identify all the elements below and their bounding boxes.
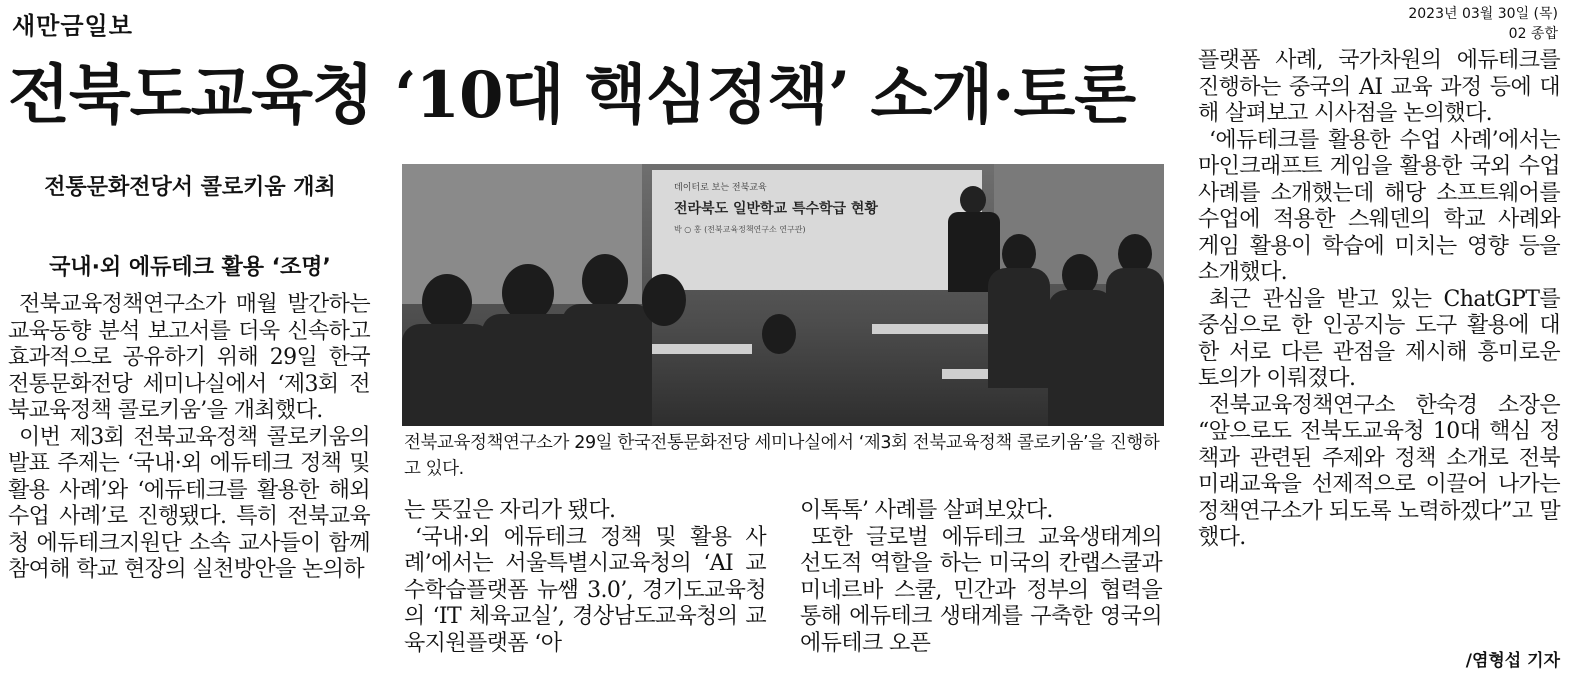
page-section: 02 종합 bbox=[1508, 26, 1558, 42]
screen-title: 전라북도 일반학교 특수학급 현황 bbox=[674, 201, 878, 217]
paragraph: 이번 제3회 전북교육정책 콜로키움의 발표 주제는 ‘국내·외 에듀테크 정책 및 활용 사례’와 ‘에듀테크를 활용한 해외 수업 사례’로 진행됐다. 특히 전북교육청 에듀테크지원단 소속 교사들이 함께 참여해 학교 현장의 실천방안을 논의하 bbox=[8, 424, 370, 582]
headline: 전북도교육청 ‘10대 핵심정책’ 소개·토론 bbox=[8, 58, 1136, 133]
photo-caption: 전북교육정책연구소가 29일 한국전통문화전당 세미나실에서 ‘제3회 전북교육정책 콜로키움’을 진행하고 있다. bbox=[404, 433, 1160, 479]
paragraph: 또한 글로벌 에듀테크 교육생태계의 선도적 역할을 하는 미국의 칸랩스쿨과 미네르바 스쿨, 민간과 정부의 협력을 통해 에듀테크 생태계를 구축한 영국의 에듀테크 오픈 bbox=[800, 524, 1162, 656]
attendee-body bbox=[402, 324, 492, 426]
subhead-1: 전통문화전당서 콜로키움 개최 bbox=[44, 175, 336, 200]
attendee-head bbox=[422, 274, 472, 330]
subhead-2: 국내·외 에듀테크 활용 ‘조명’ bbox=[49, 255, 331, 280]
paragraph: 는 뜻깊은 자리가 됐다. bbox=[404, 498, 616, 523]
desk bbox=[872, 324, 1002, 334]
paragraph: 전북교육정책연구소 한숙경 소장은 “앞으로도 전북도교육청 10대 핵심 정책과 관련된 주제와 정책 소개로 전북미래교육을 선제적으로 이끌어 나가는 정책연구소가 되도록 노력하겠다”고 말했다. bbox=[1198, 392, 1560, 550]
attendee-body bbox=[1106, 268, 1164, 426]
event-photo bbox=[402, 164, 1164, 426]
attendee-head bbox=[642, 274, 686, 326]
screen-text: 박 ○ 홍 (전북교육정책연구소 연구관) bbox=[674, 225, 806, 234]
issue-date: 2023년 03월 30일 (목) bbox=[1408, 6, 1558, 22]
paragraph: 이톡톡’ 사례를 살펴보았다. bbox=[800, 498, 1053, 523]
speaker-head bbox=[960, 186, 986, 214]
paragraph: ‘에듀테크를 활용한 수업 사례’에서는 마인크래프트 게임을 활용한 국외 수업 사례를 소개했는데 해당 소프트웨어를 수업에 적용한 스웨덴의 학교 사례와 게임 활용이 학습에 미치는 영향 등을 소개했다. bbox=[1198, 127, 1560, 285]
byline: /염형섭 기자 bbox=[1465, 651, 1560, 671]
article-column-1 bbox=[8, 292, 370, 584]
attendee-head bbox=[762, 314, 796, 354]
attendee-body bbox=[1048, 290, 1114, 426]
paragraph: ‘국내·외 에듀테크 정책 및 활용 사례’에서는 서울특별시교육청의 ‘AI 교수학습플랫폼 뉴쌤 3.0’, 경기도교육청의 ‘IT 체육교실’, 경상남도교육청의 교육지원플랫폼 ‘아 bbox=[404, 524, 766, 656]
attendee-body bbox=[988, 268, 1050, 388]
paragraph: 플랫폼 사례, 국가차원의 에듀테크를 진행하는 중국의 AI 교육 과정 등에 대해 살펴보고 시사점을 논의했다. bbox=[1198, 48, 1560, 126]
article-column-3 bbox=[800, 498, 1162, 657]
paragraph: 최근 관심을 받고 있는 ChatGPT를 중심으로 한 인공지능 도구 활용에 대한 서로 다른 관점을 제시해 흥미로운 토의가 이뤄졌다. bbox=[1198, 286, 1560, 391]
paragraph: 전북교육정책연구소가 매월 발간하는 교육동향 분석 보고서를 더욱 신속하고 효과적으로 공유하기 위해 29일 한국전통문화전당 세미나실에서 ‘제3회 전북교육정책 콜로키움’을 개최했다. bbox=[8, 292, 370, 423]
attendee-body bbox=[562, 304, 652, 426]
article-column-2 bbox=[404, 498, 766, 657]
projector-screen bbox=[652, 170, 982, 290]
attendee-head bbox=[582, 254, 628, 308]
masthead: 새만금일보 bbox=[12, 12, 133, 40]
dateline bbox=[1408, 4, 1558, 44]
screen-text: 데이터로 보는 전북교육 bbox=[674, 183, 767, 193]
article-column-4 bbox=[1198, 48, 1560, 552]
